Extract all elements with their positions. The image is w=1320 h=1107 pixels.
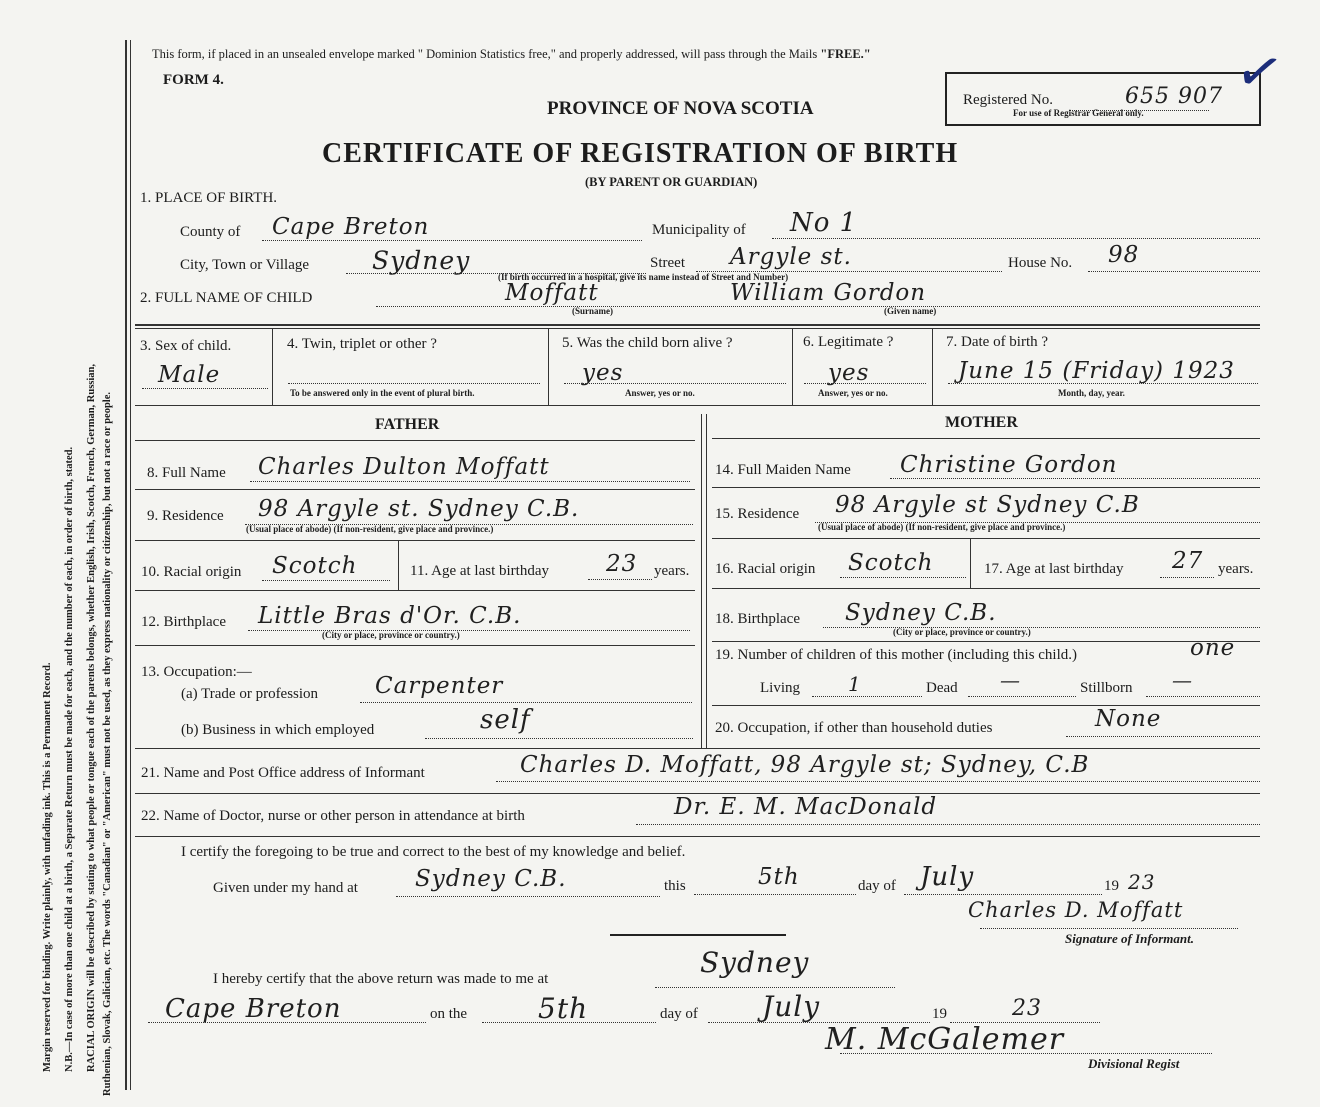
informant-sig-label: Signature of Informant.	[1065, 931, 1194, 946]
street-value: Argyle st.	[730, 244, 852, 270]
mother-res-note: (Usual place of abode) (If non-resident, give place and province.)	[818, 522, 1066, 532]
given-place: Sydney C.B.	[415, 866, 567, 892]
children-value: one	[1190, 635, 1236, 661]
mother-occ: None	[1095, 706, 1162, 732]
house-label: House No.	[1008, 255, 1073, 271]
mother-years: years.	[1218, 561, 1254, 577]
city-value: Sydney	[372, 246, 471, 275]
mother-res-label: 15. Residence	[715, 506, 800, 522]
alive-value: yes	[582, 360, 624, 386]
legit-label: 6. Legitimate ?	[803, 334, 894, 350]
registered-number: 655 907	[1125, 84, 1223, 109]
children-label: 19. Number of children of this mother (including this child.)	[715, 647, 1078, 663]
municipality-label: Municipality of	[652, 222, 746, 238]
father-res-label: 9. Residence	[147, 508, 224, 524]
doctor-label: 22. Name of Doctor, nurse or other person in attendance at birth	[141, 808, 525, 824]
dob-label: 7. Date of birth ?	[946, 334, 1049, 350]
alive-label: 5. Was the child born alive ?	[562, 335, 733, 351]
father-trade: Carpenter	[375, 673, 504, 699]
legit-value: yes	[828, 360, 870, 386]
street-note: (If birth occurred in a hospital, give its name instead of Street and Number)	[498, 272, 789, 282]
registered-label: Registered No.	[963, 92, 1053, 108]
mother-age: 27	[1172, 548, 1204, 574]
certificate-subtitle: (BY PARENT OR GUARDIAN)	[585, 175, 758, 189]
father-age: 23	[606, 551, 638, 577]
margin-note-racial-2: Ruthenian, Slovak, Galician, etc. The words "Canadian" or "American" must not be used, as they express nationality or citizenship, but not a race or people.	[102, 391, 113, 1096]
sex-value: Male	[158, 362, 221, 388]
father-age-label: 11. Age at last birthday	[410, 563, 549, 579]
father-bp-label: 12. Birthplace	[141, 614, 226, 630]
dob-note: Month, day, year.	[1058, 388, 1125, 398]
twin-note: To be answered only in the event of plural birth.	[290, 388, 475, 398]
father-res: 98 Argyle st. Sydney C.B.	[258, 496, 580, 522]
mother-bp: Sydney C.B.	[845, 600, 997, 626]
father-occ-label: 13. Occupation:—	[141, 664, 252, 680]
mother-occ-label: 20. Occupation, if other than household duties	[715, 720, 993, 736]
county-value: Cape Breton	[272, 214, 430, 240]
informant-label: 21. Name and Post Office address of Informant	[141, 765, 425, 781]
form-number: FORM 4.	[163, 72, 224, 88]
registrar-year: 23	[1012, 996, 1042, 1021]
house-value: 98	[1108, 242, 1140, 268]
doctor-value: Dr. E. M. MacDonald	[674, 794, 938, 820]
registered-box	[945, 72, 1261, 126]
mother-name-label: 14. Full Maiden Name	[715, 462, 851, 478]
alive-note: Answer, yes or no.	[625, 388, 695, 398]
cert-year-prefix: 19	[1104, 878, 1119, 894]
certify-statement: I certify the foregoing to be true and correct to the best of my knowledge and belief.	[181, 844, 686, 860]
living-value: 1	[848, 672, 862, 696]
check-mark-icon: ✓	[1229, 37, 1289, 109]
living-label: Living	[760, 680, 800, 696]
registrar-signature: M. McGalemer	[825, 1022, 1065, 1057]
margin-note-nb: N.B.—In case of more than one child at a birth, a Separate Return must be made for each, and the number of each, in order of birth, stated.	[64, 446, 75, 1072]
child-given-name: William Gordon	[730, 280, 927, 306]
mother-name: Christine Gordon	[900, 452, 1118, 478]
dead-value: —	[1000, 668, 1021, 692]
father-race-label: 10. Racial origin	[141, 564, 242, 580]
mother-heading: MOTHER	[945, 414, 1018, 431]
informant-signature: Charles D. Moffatt	[968, 898, 1184, 922]
street-label: Street	[650, 255, 685, 271]
child-name-label: 2. FULL NAME OF CHILD	[140, 290, 313, 306]
father-bp: Little Bras d'Or. C.B.	[258, 603, 522, 629]
dead-label: Dead	[926, 680, 958, 696]
child-surname: Moffatt	[505, 280, 599, 306]
dob-value: June 15 (Friday) 1923	[958, 358, 1235, 384]
mother-bp-label: 18. Birthplace	[715, 611, 800, 627]
margin-note-racial-1: RACIAL ORIGIN will be described by stating to what people or tongue each of the parents belongs, whether English, Irish, Scotch, French, German, Russian,	[86, 363, 97, 1072]
registrar-day-of-label: day of	[660, 1006, 698, 1022]
registrar-place: Sydney	[700, 946, 810, 979]
place-of-birth-label: 1. PLACE OF BIRTH.	[140, 190, 278, 206]
father-heading: FATHER	[375, 416, 440, 433]
father-bp-note: (City or place, province or country.)	[322, 630, 460, 640]
cert-year: 23	[1128, 870, 1156, 894]
municipality-value: No 1	[790, 208, 858, 238]
father-business-label: (b) Business in which employed	[181, 722, 375, 738]
divider-rule	[610, 934, 786, 936]
county-label: County of	[180, 224, 241, 240]
registrar-month: July	[762, 990, 821, 1023]
city-label: City, Town or Village	[180, 257, 310, 273]
legit-note: Answer, yes or no.	[818, 388, 888, 398]
registrar-sig-label: Divisional Regist	[1088, 1056, 1180, 1071]
stillborn-label: Stillborn	[1080, 680, 1133, 696]
mother-bp-note: (City or place, province or country.)	[893, 627, 1031, 637]
informant-value: Charles D. Moffatt, 98 Argyle st; Sydney, C.B	[520, 752, 1090, 778]
registered-note: For use of Registrar General only.	[1013, 108, 1144, 118]
margin-rule-outer	[125, 40, 127, 1090]
father-name-label: 8. Full Name	[147, 465, 226, 481]
mother-race-label: 16. Racial origin	[715, 561, 816, 577]
father-res-note: (Usual place of abode) (If non-resident, give place and province.)	[246, 524, 494, 534]
father-trade-label: (a) Trade or profession	[181, 686, 319, 702]
mother-res: 98 Argyle st Sydney C.B	[835, 492, 1140, 518]
province-title: PROVINCE OF NOVA SCOTIA	[547, 98, 814, 119]
registrar-statement: I hereby certify that the above return was made to me at	[213, 971, 549, 987]
given-label: Given under my hand at	[213, 880, 358, 896]
sex-label: 3. Sex of child.	[140, 338, 232, 354]
cert-day-of-label: day of	[858, 878, 896, 894]
registrar-on-the-label: on the	[430, 1006, 468, 1022]
registrar-year-prefix: 19	[932, 1006, 947, 1022]
certificate-title: CERTIFICATE OF REGISTRATION OF BIRTH	[322, 138, 959, 169]
twin-label: 4. Twin, triplet or other ?	[287, 336, 437, 352]
father-years: years.	[654, 563, 690, 579]
mother-age-label: 17. Age at last birthday	[984, 561, 1124, 577]
surname-note: (Surname)	[572, 306, 613, 316]
cert-day: 5th	[758, 864, 800, 890]
registrar-county: Cape Breton	[165, 994, 342, 1024]
stillborn-value: —	[1172, 668, 1193, 692]
mother-race: Scotch	[848, 550, 934, 576]
cert-month: July	[920, 862, 975, 892]
father-business: self	[480, 705, 531, 735]
registrar-day: 5th	[538, 992, 589, 1025]
father-race: Scotch	[272, 553, 358, 579]
margin-note-binding: Margin reserved for binding. Write plainly, with unfading ink. This is a Permanent Record.	[42, 662, 53, 1072]
mail-note: This form, if placed in an unsealed envelope marked " Dominion Statistics free," and properly addressed, will pass through the Mails "FREE."	[152, 47, 871, 61]
father-name: Charles Dulton Moffatt	[258, 454, 550, 480]
this-label: this	[664, 878, 686, 894]
given-note: (Given name)	[884, 306, 937, 316]
margin-rule-inner	[130, 40, 131, 1090]
